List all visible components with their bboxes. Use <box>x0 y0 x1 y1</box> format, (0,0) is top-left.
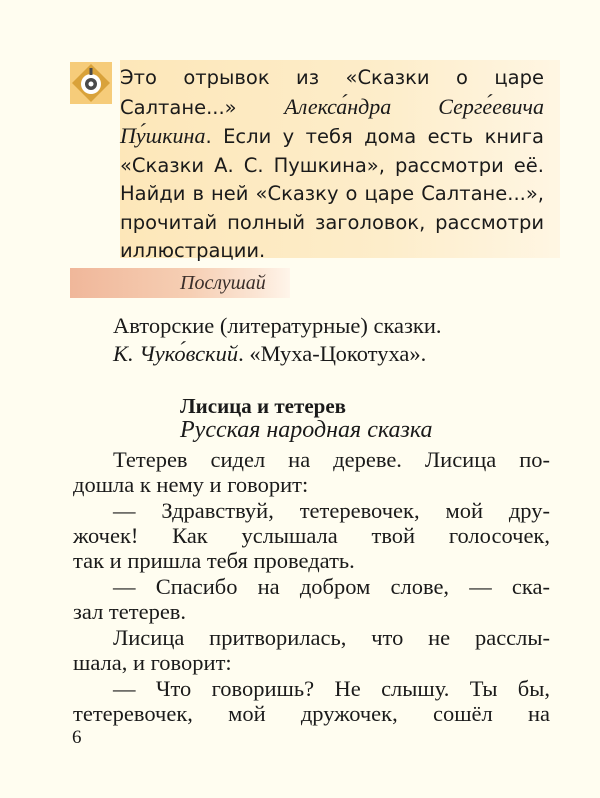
listen-heading: Послушай <box>180 272 266 294</box>
page-number: 6 <box>72 727 82 748</box>
story-line: жочек! Как услышала твой голосочек, <box>73 523 550 548</box>
story-title: Лисица и тетерев <box>180 394 346 418</box>
info-text-start: Это отрывок из «Сказки о царе Салтане...» <box>120 66 544 119</box>
story-line: — Спасибо на добром слове, — ска- <box>113 574 550 599</box>
story-line: Тетерев сидел на дереве. Лисица по- <box>113 447 550 472</box>
example-work: . «Муха-Цокотуха». <box>238 341 427 366</box>
authored-tales-line: Авторские (литературные) сказки. <box>113 313 442 338</box>
story-line: шала, и говорит: <box>73 650 232 675</box>
story-line: дошла к нему и говорит: <box>73 472 309 497</box>
story-line: так и пришла тебя проведать. <box>73 548 355 573</box>
info-author-name: Алекса́ндра Серге́евича Пу́шкина <box>120 93 544 148</box>
story-subtitle: Русская народная сказка <box>180 417 433 443</box>
info-text-end: . Если у тебя дома есть книга «Сказки А. С. Пушкина», рассмотри её. Найди в ней «Сказку о царе Салтане...», прочитай полный заголовок, рассмотри иллюстрации. <box>120 125 544 262</box>
story-line: — Что говоришь? Не слышу. Ты бы, <box>113 676 550 701</box>
story-line: — Здравствуй, тетеревочек, мой дру- <box>113 498 550 523</box>
story-line: Лисица притворилась, что не расслы- <box>113 625 550 650</box>
info-paragraph <box>120 64 544 266</box>
speaker-disc-icon <box>70 62 112 104</box>
story-line: тетеревочек, мой дружочек, сошёл на <box>73 701 550 726</box>
story-line: зал тетерев. <box>73 599 187 624</box>
authored-example-line <box>113 340 426 368</box>
example-author: К. Чуко́вский <box>113 341 239 366</box>
